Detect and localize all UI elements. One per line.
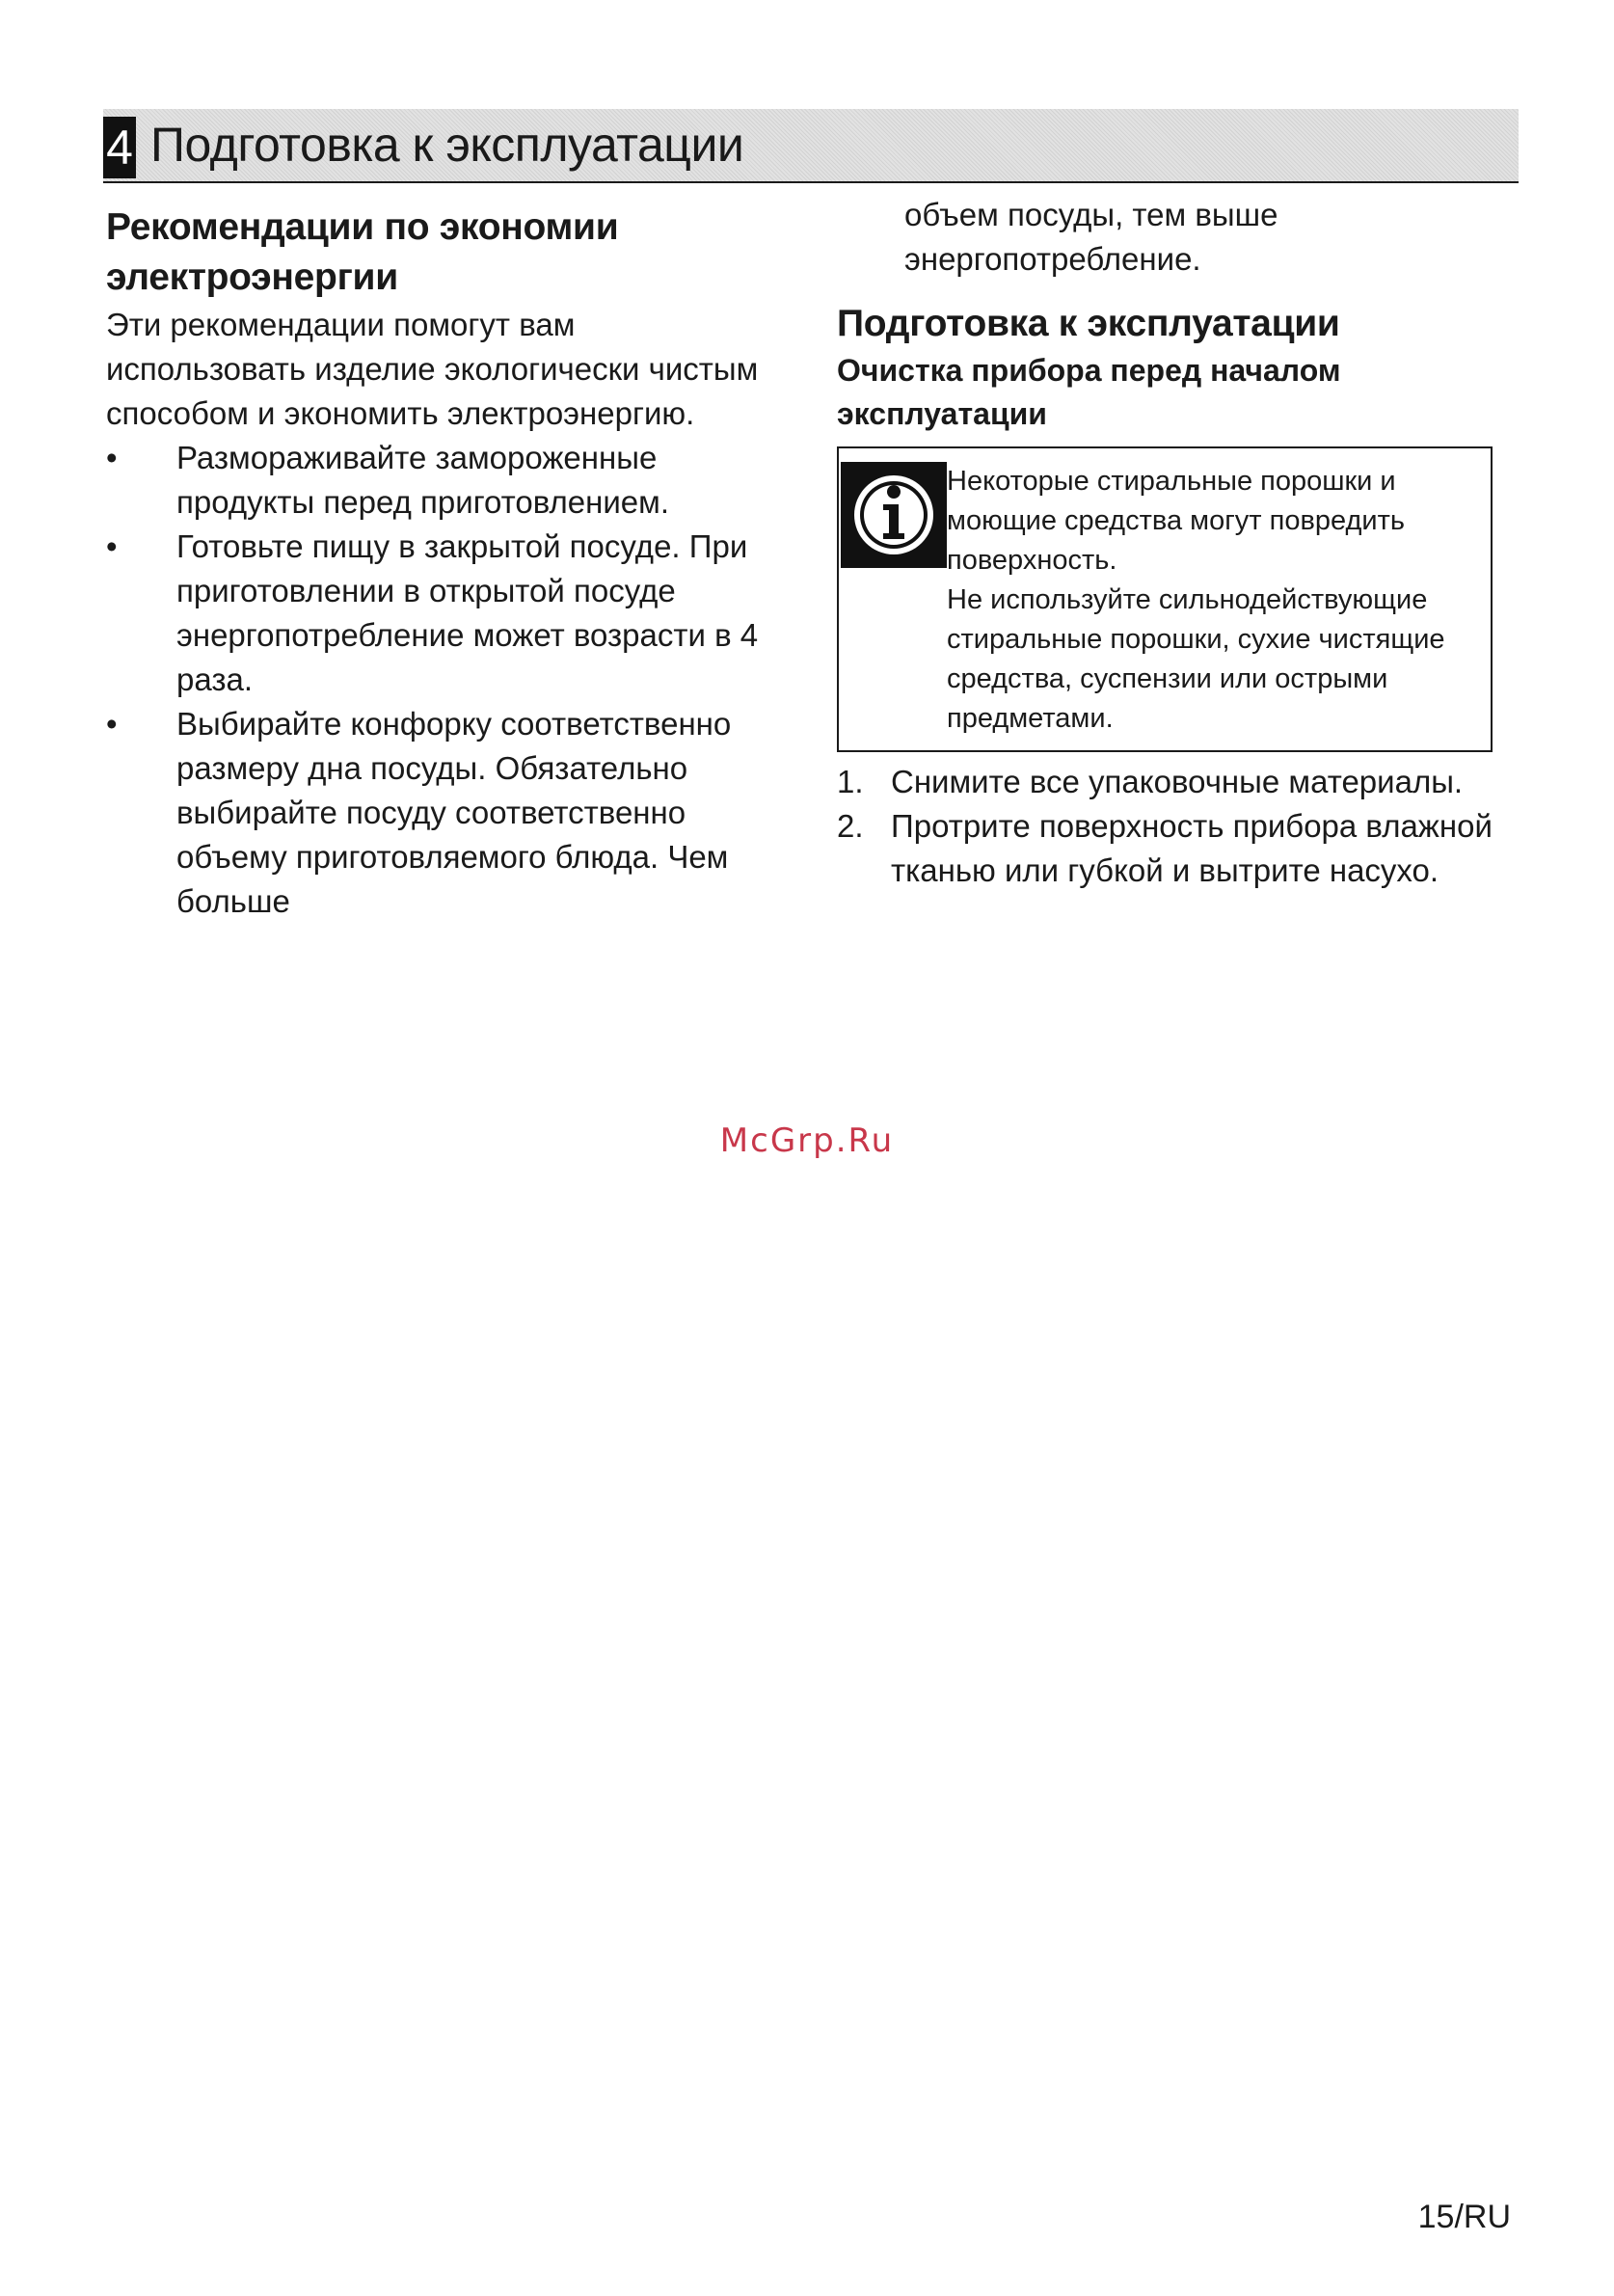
watermark: McGrp.Ru	[719, 1121, 895, 1160]
cleaning-subheading: Очистка прибора перед началом эксплуатации	[837, 353, 1341, 431]
list-item-text: Готовьте пищу в закрытой посуде. При приготовлении в открытой посуде энергопотребление может возрасти в 4 раза.	[176, 528, 759, 697]
bullet-icon: •	[106, 706, 118, 742]
list-item	[837, 760, 1512, 804]
energy-tips-list	[106, 436, 781, 924]
step-number: 2.	[837, 808, 864, 844]
bullet-icon: •	[106, 528, 118, 564]
preparation-heading: Подготовка к эксплуатации	[837, 303, 1340, 344]
energy-saving-heading: Рекомендации по экономии электроэнергии	[106, 206, 619, 298]
list-item	[106, 702, 781, 924]
bullet-continuation: объем посуды, тем выше энергопотребление.	[904, 197, 1278, 277]
right-column	[837, 193, 1512, 893]
left-column	[106, 203, 781, 924]
page-number: 15/RU	[1417, 2199, 1511, 2235]
energy-saving-intro: Эти рекомендации помогут вам использовать изделие экологически чистым способом и экономить электроэнергию.	[106, 307, 759, 431]
note-paragraph: Не используйте сильнодействующие стиральные порошки, сухие чистящие средства, суспензии или острыми предметами.	[947, 584, 1445, 734]
list-item-text: Размораживайте замороженные продукты перед приготовлением.	[176, 440, 669, 520]
chapter-number: 4	[103, 117, 136, 178]
step-text: Снимите все упаковочные материалы.	[891, 764, 1464, 799]
info-note-box	[837, 446, 1493, 752]
list-item	[106, 436, 781, 525]
bullet-icon: •	[106, 440, 118, 475]
list-item-text: Выбирайте конфорку соответственно размеру дна посуды. Обязательно выбирайте посуду соответственно объему приготовляемого блюда. Чем больше	[176, 706, 732, 919]
note-paragraph: Некоторые стиральные порошки и моющие средства могут повредить поверхность.	[947, 466, 1406, 576]
step-number: 1.	[837, 764, 864, 799]
step-text: Протрите поверхность прибора влажной тканью или губкой и вытрите насухо.	[891, 808, 1493, 888]
cleaning-steps-list	[837, 760, 1512, 893]
list-item	[106, 525, 781, 702]
info-icon	[841, 462, 947, 568]
list-item	[837, 804, 1512, 893]
chapter-title: Подготовка к эксплуатации	[150, 118, 744, 172]
